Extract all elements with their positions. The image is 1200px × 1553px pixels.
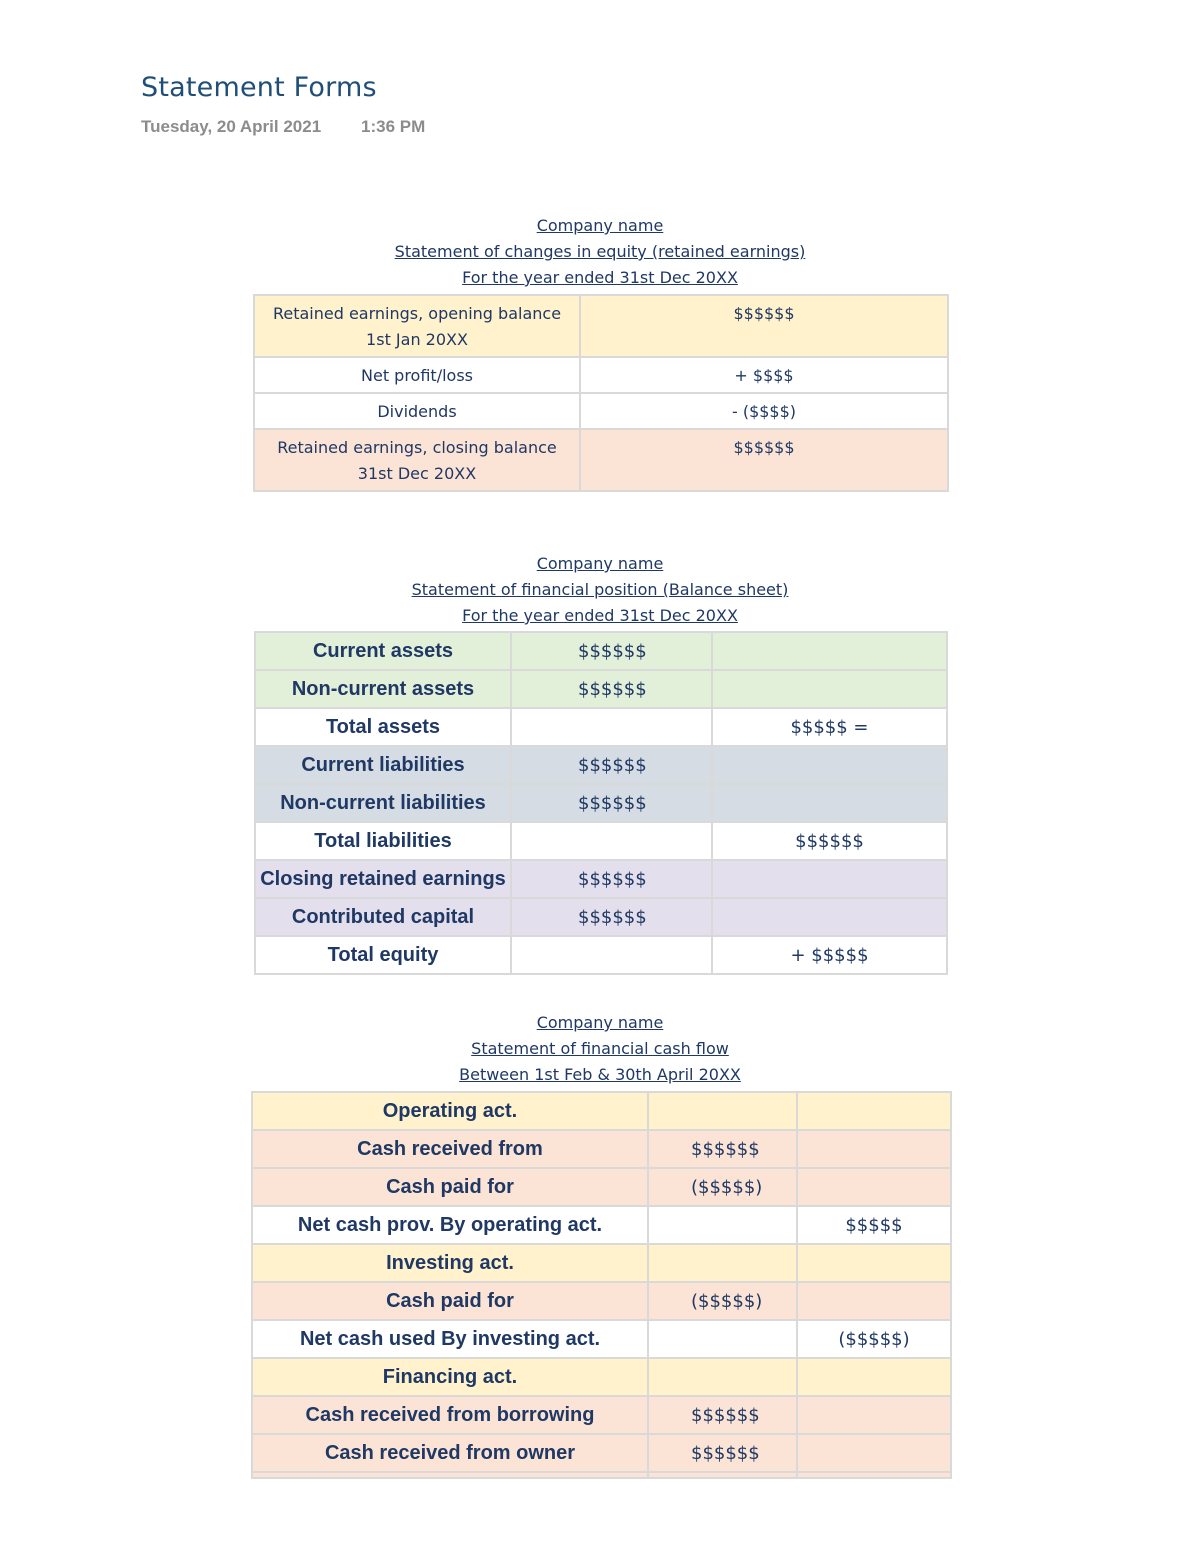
table-row <box>252 1396 951 1434</box>
row-label: Cash received from borrowing <box>252 1396 648 1434</box>
row-amount: $$$$$$ <box>511 784 712 822</box>
balance-sheet-table <box>254 631 948 975</box>
row-value: + $$$$ <box>580 357 948 393</box>
row-label: Dividends <box>254 393 580 429</box>
table-row <box>254 295 948 357</box>
row-value: - ($$$$) <box>580 393 948 429</box>
table-row <box>254 357 948 393</box>
row-amount <box>648 1472 797 1478</box>
table-row-cut <box>252 1472 951 1478</box>
row-total <box>797 1358 951 1396</box>
row-amount: $$$$$$ <box>648 1396 797 1434</box>
row-total <box>797 1472 951 1478</box>
row-total <box>712 784 947 822</box>
row-amount <box>648 1244 797 1282</box>
row-label: Cash received from <box>252 1130 648 1168</box>
row-label: Total liabilities <box>255 822 511 860</box>
row-total <box>712 746 947 784</box>
table-row <box>252 1320 951 1358</box>
equity-statement-heading <box>0 213 1200 291</box>
row-label: Retained earnings, closing balance 31st Dec 20XX <box>254 429 580 491</box>
page-date: Tuesday, 20 April 2021 <box>141 117 322 136</box>
table-row <box>254 429 948 491</box>
row-label: Total equity <box>255 936 511 974</box>
row-amount: $$$$$$ <box>511 898 712 936</box>
table-row <box>252 1206 951 1244</box>
table-row <box>252 1168 951 1206</box>
table-row <box>252 1434 951 1472</box>
row-label: Cash paid for <box>252 1282 648 1320</box>
page-title: Statement Forms <box>141 72 377 103</box>
row-amount <box>648 1206 797 1244</box>
row-label <box>252 1472 648 1478</box>
page-time: 1:36 PM <box>361 117 426 136</box>
table-row <box>255 822 947 860</box>
row-label: Current liabilities <box>255 746 511 784</box>
row-label: Cash received from owner <box>252 1434 648 1472</box>
row-label: Net cash prov. By operating act. <box>252 1206 648 1244</box>
table-row <box>255 708 947 746</box>
table-row <box>252 1244 951 1282</box>
row-total: $$$$$$ <box>712 822 947 860</box>
table-row <box>255 746 947 784</box>
table-row <box>255 784 947 822</box>
cash-flow-title: Statement of financial cash flow <box>471 1039 729 1058</box>
balance-sheet-title: Statement of financial position (Balance sheet) <box>411 580 789 599</box>
row-amount <box>511 822 712 860</box>
row-label: Investing act. <box>252 1244 648 1282</box>
balance-sheet-period: For the year ended 31st Dec 20XX <box>462 606 738 625</box>
equity-company-name: Company name <box>536 216 664 235</box>
row-amount: $$$$$$ <box>511 860 712 898</box>
row-amount <box>511 936 712 974</box>
table-row <box>252 1092 951 1130</box>
row-amount: $$$$$$ <box>511 746 712 784</box>
row-amount: ($$$$$) <box>648 1282 797 1320</box>
row-total <box>797 1130 951 1168</box>
table-row <box>255 936 947 974</box>
table-row <box>254 393 948 429</box>
table-row <box>255 860 947 898</box>
row-total <box>797 1396 951 1434</box>
balance-sheet-heading <box>0 551 1200 629</box>
equity-statement-table <box>253 294 949 492</box>
row-total: + $$$$$ <box>712 936 947 974</box>
row-value: $$$$$$ <box>580 429 948 491</box>
row-label: Cash paid for <box>252 1168 648 1206</box>
cash-flow-table <box>251 1091 952 1479</box>
row-amount: $$$$$$ <box>511 632 712 670</box>
row-total <box>797 1282 951 1320</box>
row-amount: ($$$$$) <box>648 1168 797 1206</box>
row-label: Closing retained earnings <box>255 860 511 898</box>
equity-statement-period: For the year ended 31st Dec 20XX <box>462 268 738 287</box>
row-label: Operating act. <box>252 1092 648 1130</box>
row-amount <box>648 1358 797 1396</box>
row-total: ($$$$$) <box>797 1320 951 1358</box>
cash-flow-heading <box>0 1010 1200 1088</box>
row-label: Current assets <box>255 632 511 670</box>
row-total <box>712 860 947 898</box>
row-amount: $$$$$$ <box>648 1130 797 1168</box>
row-total <box>797 1434 951 1472</box>
row-label: Net profit/loss <box>254 357 580 393</box>
row-total <box>797 1244 951 1282</box>
row-value: $$$$$$ <box>580 295 948 357</box>
table-row <box>252 1358 951 1396</box>
table-row <box>255 898 947 936</box>
row-label: Total assets <box>255 708 511 746</box>
equity-statement-title: Statement of changes in equity (retained earnings) <box>394 242 806 261</box>
balance-company-name: Company name <box>536 554 664 573</box>
row-total <box>797 1168 951 1206</box>
table-row <box>252 1282 951 1320</box>
row-amount <box>511 708 712 746</box>
row-label: Contributed capital <box>255 898 511 936</box>
row-label: Financing act. <box>252 1358 648 1396</box>
row-amount: $$$$$$ <box>648 1434 797 1472</box>
row-label: Retained earnings, opening balance 1st Jan 20XX <box>254 295 580 357</box>
row-amount <box>648 1092 797 1130</box>
table-row <box>255 632 947 670</box>
row-total <box>712 898 947 936</box>
row-label: Non-current assets <box>255 670 511 708</box>
row-amount: $$$$$$ <box>511 670 712 708</box>
table-row <box>255 670 947 708</box>
row-total <box>712 670 947 708</box>
cashflow-company-name: Company name <box>536 1013 664 1032</box>
row-amount <box>648 1320 797 1358</box>
row-label: Net cash used By investing act. <box>252 1320 648 1358</box>
row-total <box>712 632 947 670</box>
cash-flow-period: Between 1st Feb & 30th April 20XX <box>459 1065 741 1084</box>
row-total <box>797 1092 951 1130</box>
row-total: $$$$$ <box>797 1206 951 1244</box>
row-total: $$$$$ = <box>712 708 947 746</box>
row-label: Non-current liabilities <box>255 784 511 822</box>
table-row <box>252 1130 951 1168</box>
